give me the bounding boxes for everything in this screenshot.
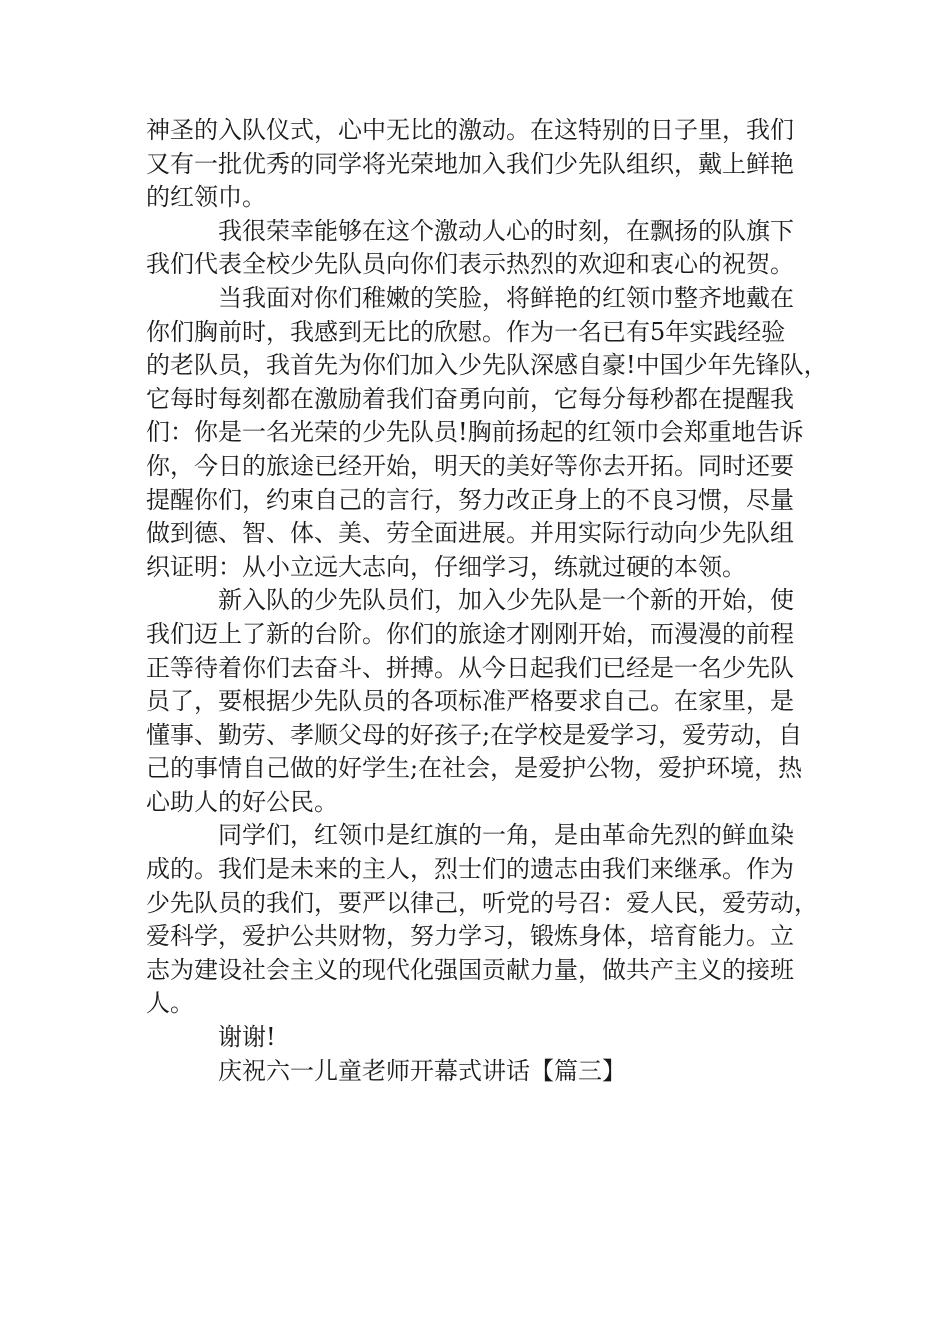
text-line: 人。 xyxy=(146,989,194,1018)
section-heading: 庆祝六一儿童老师开幕式讲话【篇三】 xyxy=(218,1056,626,1085)
text-line: 的老队员，我首先为你们加入少先队深感自豪!中国少年先锋队， xyxy=(146,351,828,380)
text-line: 神圣的入队仪式，心中无比的激动。在这特别的日子里，我们 xyxy=(146,116,794,144)
text-line: 提醒你们，约束自己的言行，努力改正身上的不良习惯，尽量 xyxy=(146,485,794,514)
text-line: 志为建设社会主义的现代化强国贡献力量，做共产主义的接班 xyxy=(146,955,794,984)
text-line: 又有一批优秀的同学将光荣地加入我们少先队组织，戴上鲜艳 xyxy=(146,149,794,178)
text-line: 爱科学，爱护公共财物，努力学习，锻炼身体，培育能力。立 xyxy=(146,922,794,951)
paragraph-start-line: 我很荣幸能够在这个激动人心的时刻，在飘扬的队旗下 xyxy=(218,216,794,245)
text-line: 你，今日的旅途已经开始，明天的美好等你去开拓。同时还要 xyxy=(146,451,794,480)
text-line: 做到德、智、体、美、劳全面进展。并用实际行动向少先队组 xyxy=(146,519,794,548)
text-line: 我们迈上了新的台阶。你们的旅途才刚刚开始，而漫漫的前程 xyxy=(146,619,794,648)
paragraph-start-line: 同学们，红领巾是红旗的一角，是由革命先烈的鲜血染 xyxy=(218,821,794,850)
text-line: 员了，要根据少先队员的各项标准严格要求自己。在家里，是 xyxy=(146,687,794,716)
text-line: 织证明：从小立远大志向，仔细学习，练就过硬的本领。 xyxy=(146,552,746,581)
paragraph-start-line: 当我面对你们稚嫩的笑脸，将鲜艳的红领巾整齐地戴在 xyxy=(218,283,794,312)
closing-thanks: 谢谢! xyxy=(218,1023,276,1052)
text-line: 成的。我们是未来的主人，烈士们的遗志由我们来继承。作为 xyxy=(146,855,794,884)
text-line: 你们胸前时，我感到无比的欣慰。作为一名已有5年实践经验 xyxy=(146,317,786,346)
text-line: 们：你是一名光荣的少先队员!胸前扬起的红领巾会郑重地告诉 xyxy=(146,418,804,447)
text-line: 的红领巾。 xyxy=(146,183,266,212)
paragraph-start-line: 新入队的少先队员们，加入少先队是一个新的开始，使 xyxy=(218,586,794,615)
text-line: 己的事情自己做的好学生;在社会，是爱护公物，爱护环境，热 xyxy=(146,754,803,783)
text-line: 少先队员的我们，要严以律己，听党的号召：爱人民，爱劳动， xyxy=(146,888,818,917)
body-text xyxy=(146,114,826,1088)
text-line: 我们代表全校少先队员向你们表示热烈的欢迎和衷心的祝贺。 xyxy=(146,250,794,279)
text-line: 懂事、勤劳、孝顺父母的好孩子;在学校是爱学习，爱劳动，自 xyxy=(146,720,803,749)
text-line: 正等待着你们去奋斗、拼搏。从今日起我们已经是一名少先队 xyxy=(146,653,794,682)
text-line: 它每时每刻都在激励着我们奋勇向前，它每分每秒都在提醒我 xyxy=(146,384,794,413)
text-line: 心助人的好公民。 xyxy=(146,787,338,816)
